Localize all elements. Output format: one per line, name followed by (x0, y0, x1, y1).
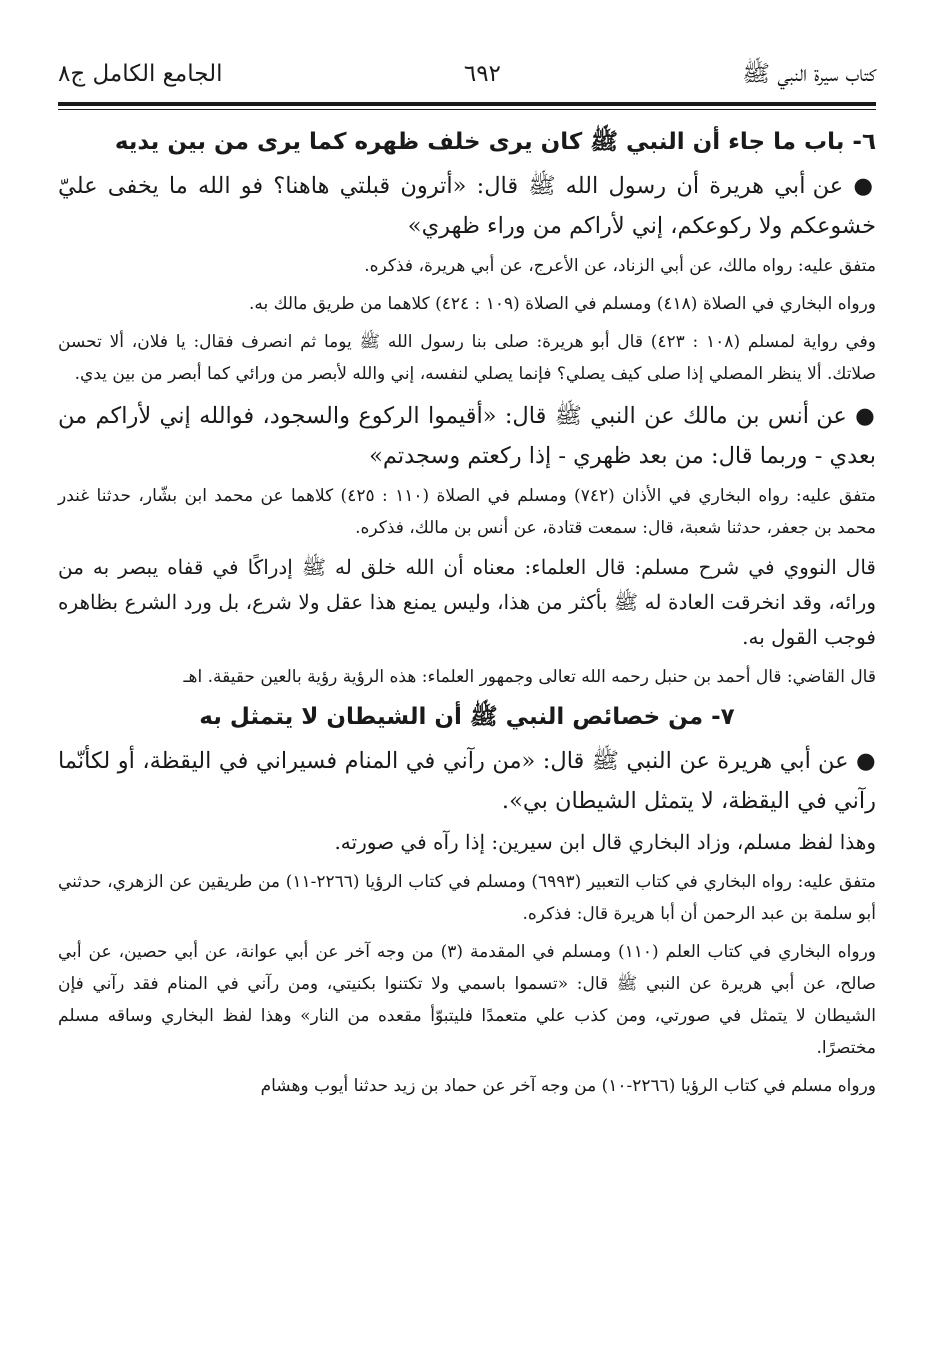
book-page (58, 52, 876, 1108)
header-book-title: كتاب سيرة النبي ﷺ (742, 61, 876, 87)
takhrij-note: متفق عليه: رواه مالك، عن أبي الزناد، عن الأعرج، عن أبي هريرة، فذكره. (364, 256, 876, 276)
header-series-title: الجامع الكامل ج٨ (58, 61, 223, 87)
takhrij-note: قال القاضي: قال أحمد بن حنبل رحمه الله تعالى وجمهور العلماء: هذه الرؤية رؤية بالعين حقيقة. اهـ (183, 667, 876, 687)
bullet-icon: ● (856, 748, 876, 774)
takhrij-note: وفي رواية لمسلم (١٠٨ : ٤٢٣) قال أبو هريرة: صلى بنا رسول الله ﷺ يوما ثم انصرف فقال: يا فلان، ألا تحسن صلاتك. ألا ينظر المصلي إذا صلى كيف يصلي؟ فإنما يصلي لنفسه، إني والله لأبصر من ورائي كما أبصر من بين يدي. (58, 332, 876, 384)
header-rule-thick (58, 102, 876, 106)
running-header (58, 52, 876, 96)
page-number: ٦٩٢ (463, 61, 501, 87)
hadith-paragraph (58, 741, 876, 821)
section-6-heading: ٦- باب ما جاء أن النبي ﷺ كان يرى خلف ظهره كما يرى من بين يديه (114, 129, 876, 155)
header-rule-thin (58, 109, 876, 110)
hadith-text: عن أنس بن مالك عن النبي ﷺ قال: «أقيموا الركوع والسجود، فوالله إني لأراكم من بعدي - وربما قال: من بعد ظهري - إذا ركعتم وسجدتم» (58, 403, 876, 469)
bullet-icon: ● (853, 173, 876, 199)
takhrij-note: متفق عليه: رواه البخاري في الأذان (٧٤٢) ومسلم في الصلاة (١١٠ : ٤٢٥) كلاهما عن محمد ابن بشّار، حدثنا غندر محمد بن جعفر، حدثنا شعبة، قال: سمعت قتادة، عن أنس بن مالك، فذكره. (58, 486, 876, 538)
takhrij-note: ورواه البخاري في الصلاة (٤١٨) ومسلم في الصلاة (١٠٩ : ٤٢٤) كلاهما من طريق مالك به. (248, 294, 876, 314)
hadith-paragraph (58, 396, 876, 476)
hadith-text: عن أبي هريرة أن رسول الله ﷺ قال: «أترون قبلتي هاهنا؟ فو الله ما يخفى عليّ خشوعكم ولا ركوعكم، إني لأراكم من وراء ظهري» (58, 173, 876, 239)
hadith-text: عن أبي هريرة عن النبي ﷺ قال: «من رآني في المنام فسيراني في اليقظة، أو لكأنّما رآني في اليقظة، لا يتمثل الشيطان بي». (58, 748, 876, 814)
takhrij-note: متفق عليه: رواه البخاري في كتاب التعبير (٦٩٩٣) ومسلم في كتاب الرؤيا (٢٢٦٦-١١) من طريقين عن الزهري، حدثني أبو سلمة بن عبد الرحمن أن أبا هريرة قال: فذكره. (58, 872, 877, 924)
takhrij-note: ورواه البخاري في كتاب العلم (١١٠) ومسلم في المقدمة (٣) من وجه آخر عن أبي عوانة، عن أبي حصين، عن أبي صالح، عن أبي هريرة عن النبي ﷺ قال: «تسموا باسمي ولا تكتنوا بكنيتي، ومن رآني في المنام فقد رآني فإن الشيطان لا يتمثل في صورتي، ومن كذب علي متعمدًا فليتبوّأ مقعده من النار» وهذا لفظ البخاري وساقه مسلم مختصرًا. (58, 942, 876, 1058)
section-7-heading: ٧- من خصائص النبي ﷺ أن الشيطان لا يتمثل به (199, 704, 735, 730)
hadith-paragraph (58, 166, 876, 246)
bullet-icon: ● (855, 403, 876, 429)
takhrij-note: ورواه مسلم في كتاب الرؤيا (٢٢٦٦-١٠) من وجه آخر عن حماد بن زيد حدثنا أيوب وهشام (260, 1076, 876, 1096)
commentary-paragraph: قال النووي في شرح مسلم: قال العلماء: معناه أن الله خلق له ﷺ إدراكًا في قفاه يبصر به من ورائه، وقد انخرقت العادة له ﷺ بأكثر من هذا، وليس يمنع هذا عقل ولا شرع، بل ورد الشرع بظاهره فوجب القول به. (58, 555, 876, 649)
commentary-paragraph: وهذا لفظ مسلم، وزاد البخاري قال ابن سيرين: إذا رآه في صورته. (334, 830, 876, 854)
